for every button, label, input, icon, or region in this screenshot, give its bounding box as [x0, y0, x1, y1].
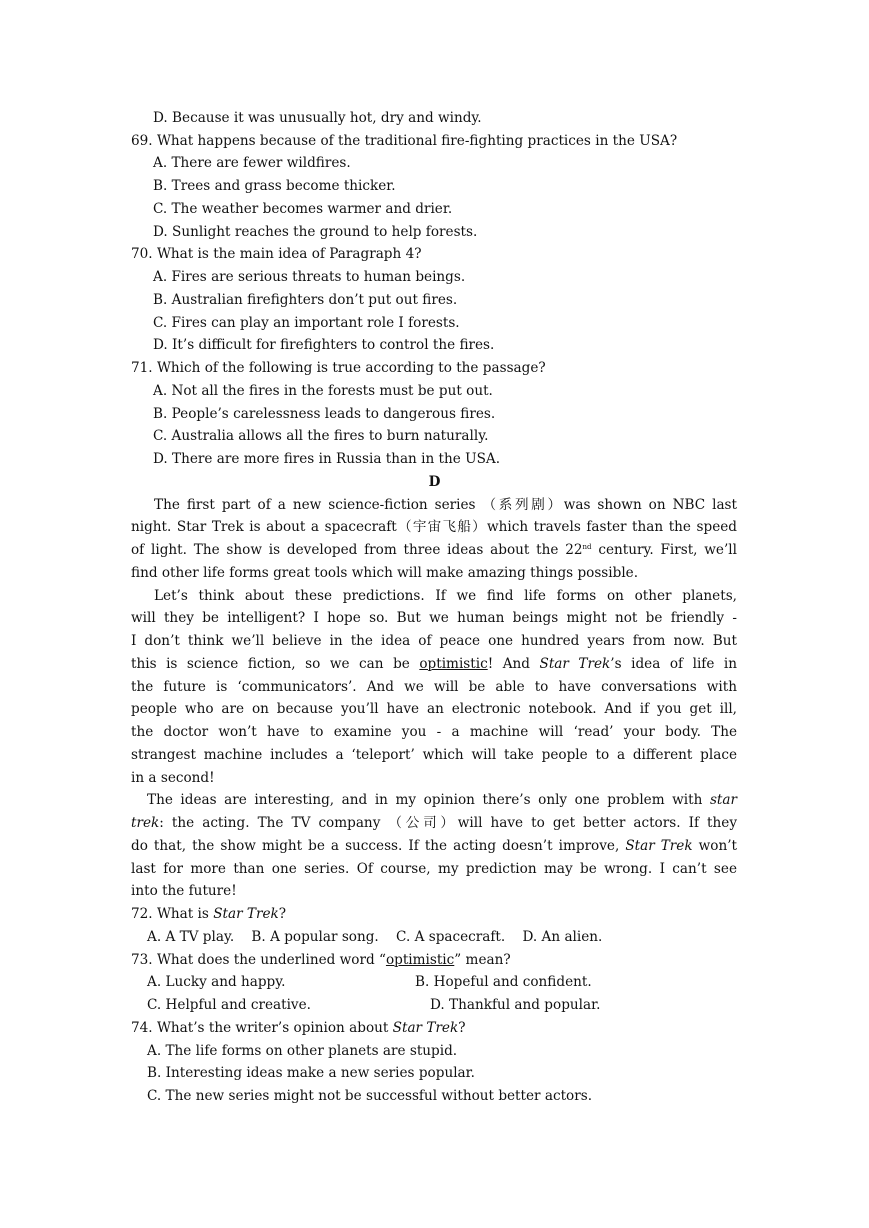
passage-p3-line-5: into the future! [131, 883, 237, 899]
q70-option-a: A. Fires are serious threats to human beings. [153, 269, 466, 285]
q69-option-b: B. Trees and grass become thicker. [153, 178, 396, 194]
passage-p1-line-3: of light. The show is developed from three ideas about the 22nd century. First, we’ll [131, 542, 737, 558]
q73-option-d: D. Thankful and popular. [430, 997, 601, 1013]
passage-p2-line-6: people who are on because you’ll have an electronic notebook. And if you get ill, [131, 701, 737, 717]
q73-option-c: C. Helpful and creative. [147, 997, 311, 1013]
q73-stem: 73. What does the underlined word “optimistic” mean? [131, 952, 511, 968]
passage-p2-line-9: in a second! [131, 770, 215, 786]
passage-p2-line-1: Let’s think about these predictions. If we find life forms on other planets, [154, 588, 737, 604]
passage-p2-line-8: strangest machine includes a ‘teleport’ which will take people to a different place [131, 747, 737, 763]
q70-option-c: C. Fires can play an important role I forests. [153, 315, 460, 331]
q70-option-d: D. It’s difficult for firefighters to control the fires. [153, 337, 495, 353]
q70-option-b: B. Australian firefighters don’t put out fires. [153, 292, 458, 308]
q74-option-b: B. Interesting ideas make a new series popular. [147, 1065, 475, 1081]
passage-p1-line-1: The first part of a new science-fiction series （系列剧）was shown on NBC last [154, 497, 737, 513]
q69-stem: 69. What happens because of the traditional fire-fighting practices in the USA? [131, 133, 678, 149]
q73-option-a: A. Lucky and happy. [147, 974, 286, 990]
q71-stem: 71. Which of the following is true according to the passage? [131, 360, 546, 376]
passage-p2-line-5: the future is ‘communicators’. And we will be able to have conversations with [131, 679, 737, 695]
passage-p2-line-7: the doctor won’t have to examine you - a machine will ‘read’ your body. The [131, 724, 737, 740]
q69-option-a: A. There are fewer wildfires. [153, 155, 351, 171]
passage-p1-line-2: night. Star Trek is about a spacecraft（宇宙飞船）which travels faster than the speed [131, 519, 737, 535]
passage-p1-line-4: find other life forms great tools which will make amazing things possible. [131, 565, 639, 581]
q72-options: A. A TV play. B. A popular song. C. A spacecraft. D. An alien. [147, 929, 603, 945]
q71-option-a: A. Not all the fires in the forests must be put out. [153, 383, 493, 399]
q71-option-d: D. There are more fires in Russia than in the USA. [153, 451, 501, 467]
q70-stem: 70. What is the main idea of Paragraph 4? [131, 246, 422, 262]
passage-p3-line-2: trek: the acting. The TV company （公司）will have to get better actors. If they [131, 815, 737, 831]
passage-p3-line-4: last for more than one series. Of course, my prediction may be wrong. I can’t see [131, 861, 737, 877]
passage-p2-line-3: I don’t think we’ll believe in the idea of peace one hundred years from now. But [131, 633, 737, 649]
q74-option-a: A. The life forms on other planets are stupid. [147, 1043, 458, 1059]
q74-option-c: C. The new series might not be successful without better actors. [147, 1088, 593, 1104]
passage-p3-line-3: do that, the show might be a success. If the acting doesn’t improve, Star Trek won’t [131, 838, 737, 854]
underlined-word: optimistic [419, 656, 488, 672]
section-heading: D [428, 474, 441, 490]
q69-option-d: D. Sunlight reaches the ground to help forests. [153, 224, 478, 240]
q74-stem: 74. What’s the writer’s opinion about Star Trek? [131, 1020, 466, 1036]
q68-option-d: D. Because it was unusually hot, dry and windy. [153, 110, 482, 126]
q71-option-c: C. Australia allows all the fires to burn naturally. [153, 428, 489, 444]
q72-stem: 72. What is Star Trek? [131, 906, 287, 922]
passage-p2-line-2: will they be intelligent? I hope so. But we human beings might not be friendly - [131, 610, 737, 626]
q69-option-c: C. The weather becomes warmer and drier. [153, 201, 453, 217]
q73-option-b: B. Hopeful and confident. [415, 974, 592, 990]
passage-p3-line-1: The ideas are interesting, and in my opinion there’s only one problem with star [147, 792, 737, 808]
q71-option-b: B. People’s carelessness leads to dangerous fires. [153, 406, 496, 422]
passage-p2-line-4: this is science fiction, so we can be optimistic! And Star Trek’s idea of life in [131, 656, 738, 672]
